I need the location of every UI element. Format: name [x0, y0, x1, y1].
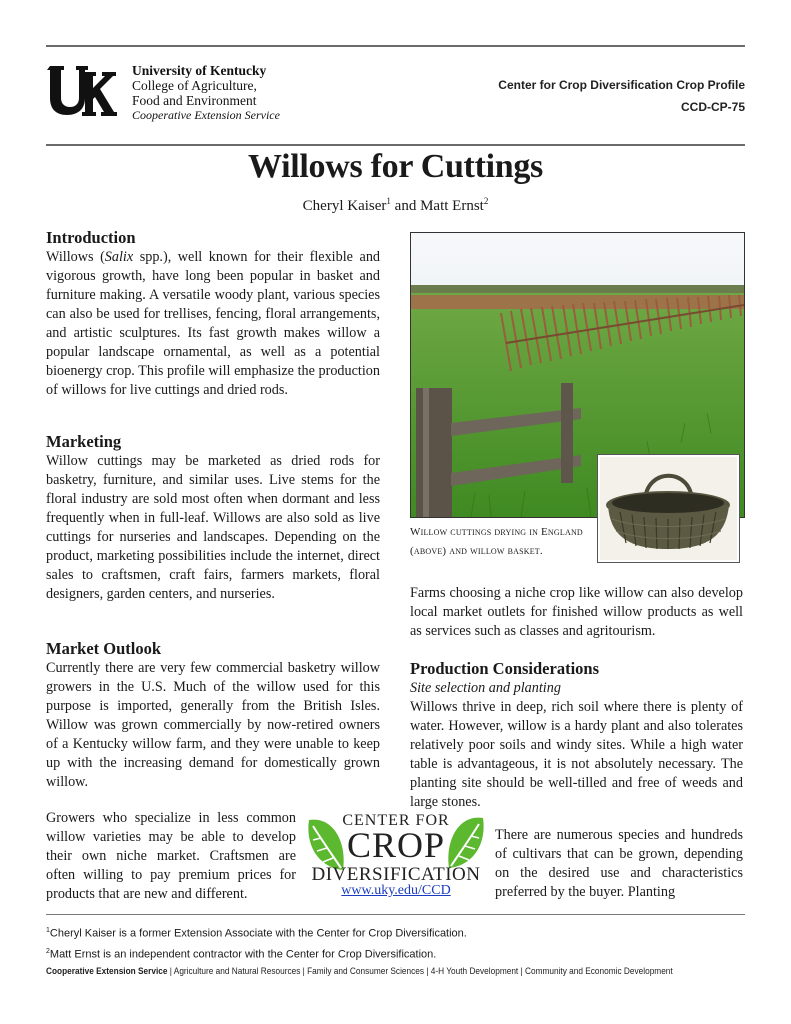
- footnote-1-mark: 1: [46, 927, 50, 934]
- org-line-3: Food and Environment: [132, 93, 257, 108]
- authors: [0, 196, 791, 215]
- org-name-block: [132, 63, 280, 123]
- program-area-1: Cooperative Extension Service: [46, 966, 168, 976]
- org-line-1: University of Kentucky: [132, 63, 267, 78]
- marketing-section: [46, 432, 380, 604]
- profile-code: CCD-CP-75: [680, 100, 745, 114]
- author-2: Matt Ernst: [420, 198, 484, 214]
- introduction-heading: Introduction: [46, 228, 136, 247]
- market-outlook-para-3-block: [410, 584, 743, 641]
- separator: |: [300, 966, 308, 976]
- uk-logo: [46, 62, 120, 120]
- production-para-2-block: [495, 826, 743, 902]
- page-title: Willows for Cuttings: [247, 148, 543, 185]
- footnotes: [46, 922, 467, 963]
- footnote-2-mark: 2: [46, 947, 50, 955]
- separator: |: [424, 966, 431, 976]
- org-line-2: College of Agriculture,: [132, 78, 257, 93]
- market-outlook-section: [46, 639, 380, 792]
- author-conjunction: and: [390, 198, 421, 214]
- org-line-4: Cooperative Extension Service: [132, 108, 280, 122]
- basket-illustration: [600, 457, 737, 560]
- intro-text-a: Willows (: [46, 249, 105, 265]
- market-outlook-para-3: Farms choosing a niche crop like willow can also develop local market outlets for finished willow products as well as services such as classes and agritourism.: [410, 585, 743, 639]
- ccd-website-link[interactable]: www.uky.edu/CCD: [341, 883, 451, 898]
- footnote-rule: [46, 914, 745, 915]
- top-rule: [46, 45, 745, 47]
- willow-basket-photo: [598, 455, 739, 562]
- ccd-logo-line-1: CENTER FOR: [342, 812, 450, 829]
- author-1-mark: 1: [386, 196, 391, 206]
- profile-title: Center for Crop Diversification Crop Profile: [498, 78, 745, 92]
- intro-genus: Salix: [104, 249, 134, 265]
- footnote-1: [46, 922, 467, 943]
- production-subheading: Site selection and planting: [410, 680, 561, 696]
- introduction-text: [46, 248, 380, 400]
- footnote-2: [46, 943, 467, 964]
- marketing-heading: Marketing: [46, 432, 122, 451]
- program-areas-bar: [46, 966, 673, 976]
- intro-text-b: spp.), well known for their flexible and vigorous growth, have long been popular in basket and furniture making. A versatile woody plant, various species can also be used for trellises, fencing, floral arrangements, and artistic sculptures. Its fast growth makes willow a popular landscape ornamental, as well as a potential bioenergy crop. This profile will emphasize the production of willows for live cuttings and dried rods.: [46, 249, 381, 398]
- header-rule: [46, 144, 745, 146]
- author-1: Cheryl Kaiser: [302, 198, 387, 214]
- production-para-1: Willows thrive in deep, rich soil where there is plenty of water. However, willow is a hardy plant and also tolerates relatively poor soils and windy sites. While a high water table is advantageous, it is not absolutely necessary. The planting site should be well-tilled and free of weeds and large stones.: [410, 699, 743, 810]
- left-column: [46, 228, 380, 400]
- ccd-logo-line-3: DIVERSIFICATION: [311, 864, 481, 885]
- footnote-1-text: Cheryl Kaiser is a former Extension Associate with the Center for Crop Diversification.: [49, 927, 467, 940]
- photo-caption: Willow cuttings drying in England (above) and willow basket.: [410, 526, 583, 557]
- market-outlook-para-2-block: [46, 809, 296, 904]
- separator: |: [167, 966, 174, 976]
- footnote-2-text: Matt Ernst is an independent contractor with the Center for Crop Diversification.: [49, 948, 437, 961]
- separator: |: [518, 966, 525, 976]
- program-area-3: Family and Consumer Sciences: [307, 966, 425, 976]
- author-2-mark: 2: [483, 196, 489, 206]
- market-outlook-para-1: Currently there are very few commercial basketry willow growers in the U.S. Much of the willow used for this purpose is imported, generally from the British Isles. Willow was grown commercially by now-retired owners of a Kentucky willow farm, and they were unable to keep up with the increasing demand for domestically grown willow.: [46, 660, 380, 790]
- production-heading: Production Considerations: [410, 659, 600, 678]
- program-area-5: Community and Economic Development: [524, 966, 673, 976]
- profile-label: [498, 74, 745, 118]
- market-outlook-heading: Market Outlook: [46, 639, 162, 658]
- market-outlook-para-2: Growers who specialize in less common willow varieties may be able to develop their own niche market. Craftsmen are often willing to pay premium prices for products that are new and different.: [46, 810, 296, 902]
- production-section: [410, 659, 743, 812]
- program-area-4: 4-H Youth Development: [430, 966, 519, 976]
- production-para-2: There are numerous species and hundreds of cultivars that can be grown, depending on the desired use and characteristics preferred by the buyer. Planting: [495, 827, 743, 900]
- ccd-logo-line-2: CROP: [346, 825, 446, 865]
- marketing-text: Willow cuttings may be marketed as dried rods for basketry, furniture, and similar uses. Live stems for the floral industry are sold most often when dormant and less frequently when in full-leaf. Willows are also sold as live cuttings for nurseries and landscapes. Depending on the product, marketing possibilities include the internet, direct sales to craftsmen, craft fairs, farmers markets, floral designers, garden centers, and nurseries.: [46, 453, 380, 602]
- program-area-2: Agriculture and Natural Resources: [173, 966, 301, 976]
